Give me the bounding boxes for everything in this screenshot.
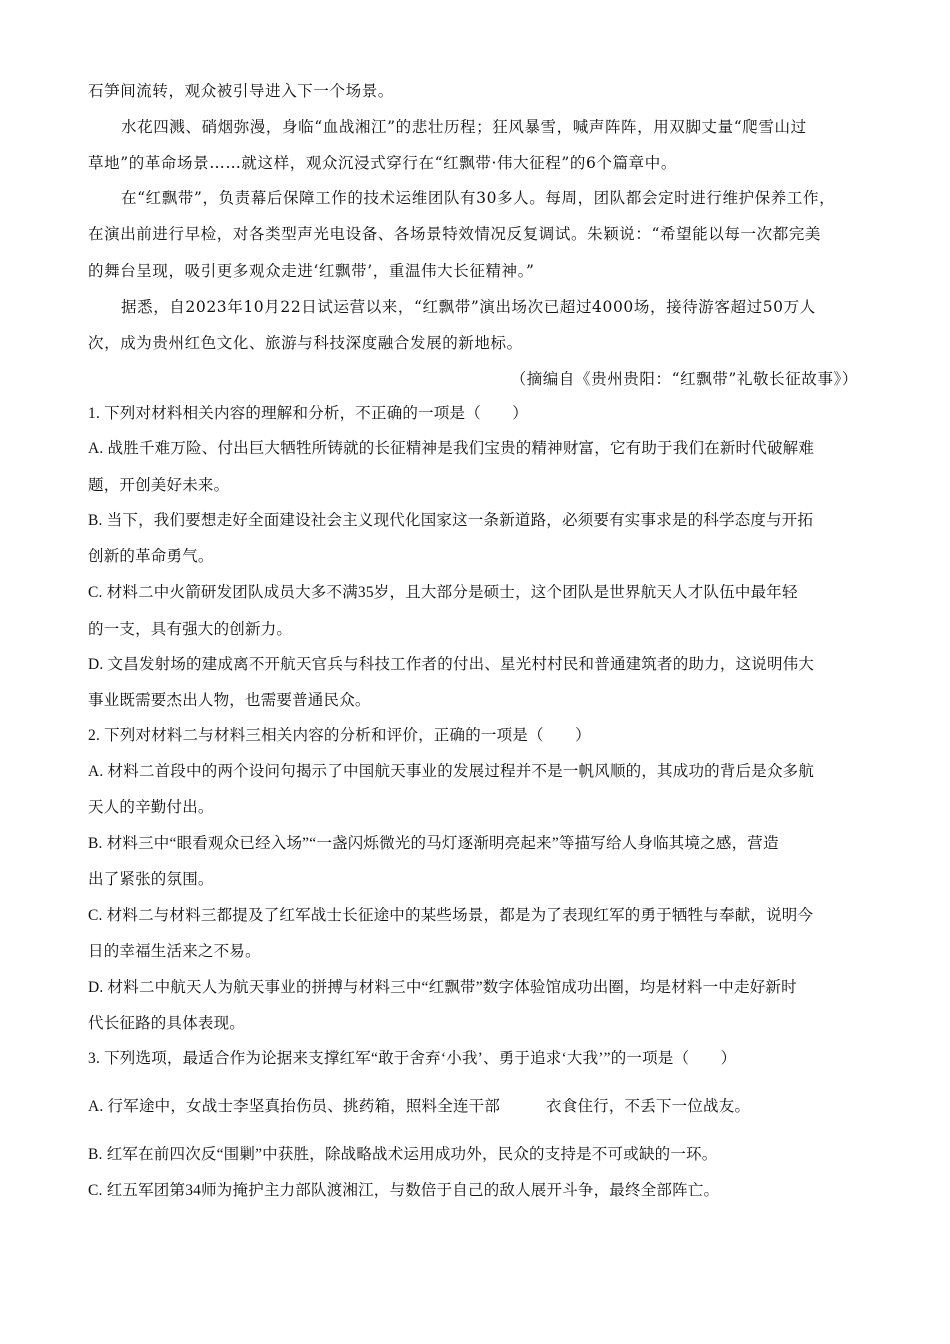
question-1-option-a-cont: 题，开创美好未来。 (88, 477, 230, 494)
question-1-stem: 1. 下列对材料相关内容的理解和分析，不正确的一项是（ ） (88, 405, 529, 422)
question-3-option-a (88, 1096, 868, 1118)
question-2-option-d-cont: 代长征路的具体表现。 (88, 1015, 246, 1032)
question-1-option-d-cont: 事业既需要杰出人物，也需要普通民众。 (88, 692, 371, 709)
question-2-stem: 2. 下列对材料二与材料三相关内容的分析和评价，正确的一项是（ ） (88, 727, 591, 744)
passage-line: 次，成为贵州红色文化、旅游与科技深度融合发展的新地标。 (88, 334, 523, 352)
question-1-option-c: C. 材料二中火箭研发团队成员大多不满35岁，且大部分是硕士，这个团队是世界航天人才队伍中最年轻 (88, 584, 798, 601)
question-1-option-b-cont: 创新的革命勇气。 (88, 548, 214, 565)
question-2-option-c: C. 材料二与材料三都提及了红军战士长征途中的某些场景，都是为了表现红军的勇于牺牲与奉献，说明今 (88, 907, 814, 924)
question-3-option-a-part1: A. 行军途中，女战士李坚真抬伤员、挑药箱，照料全连干部 (88, 1098, 501, 1115)
question-3-option-a-part2: 衣食住行，不丢下一位战友。 (546, 1098, 751, 1115)
question-3-option-b: B. 红军在前四次反“围剿”中获胜，除战略战术运用成功外，民众的支持是不可或缺的一环。 (88, 1146, 718, 1163)
passage-line: 在“红飘带”，负责幕后保障工作的技术运维团队有30多人。每周，团队都会定时进行维护保养工作， (121, 189, 836, 207)
question-2-option-b-cont: 出了紧张的氛围。 (88, 871, 214, 888)
question-1-option-d: D. 文昌发射场的建成离不开航天官兵与科技工作者的付出、星光村村民和普通建筑者的助力，这说明伟大 (88, 656, 815, 673)
passage-line: 石笋间流转，观众被引导进入下一个场景。 (88, 82, 394, 100)
question-2-option-d: D. 材料二中航天人为航天事业的拼搏与材料三中“红飘带”数字体验馆成功出圈，均是材料一中走好新时 (88, 979, 797, 996)
question-2-option-b: B. 材料三中“眼看观众已经入场”“一盏闪烁微光的马灯逐渐明亮起来”等描写给人身临其境之感，营造 (88, 835, 779, 852)
question-2-option-a: A. 材料二首段中的两个设问句揭示了中国航天事业的发展过程并不是一帆风顺的，其成功的背后是众多航 (88, 763, 815, 780)
passage-line: 的舞台呈现，吸引更多观众走进‘红飘带’，重温伟大长征精神。” (88, 262, 535, 280)
question-1-option-b: B. 当下，我们要想走好全面建设社会主义现代化国家这一条新道路，必须要有实事求是的科学态度与开拓 (88, 512, 814, 529)
passage-line: 在演出前进行早检，对各类型声光电设备、各场景特效情况反复调试。朱颖说：“希望能以每一次都完美 (88, 225, 822, 243)
passage-line: 据悉，自2023年10月22日试运营以来，“红飘带”演出场次已超过4000场，接待游客超过50万人 (121, 298, 816, 316)
passage-line: 水花四溅、硝烟弥漫，身临“血战湘江”的悲壮历程；狂风暴雪，喊声阵阵，用双脚丈量“爬雪山过 (121, 118, 807, 136)
question-2-option-c-cont: 日的幸福生活来之不易。 (88, 943, 261, 960)
question-1-option-c-cont: 的一支，具有强大的创新力。 (88, 621, 293, 638)
question-1-option-a: A. 战胜千难万险、付出巨大牺牲所铸就的长征精神是我们宝贵的精神财富，它有助于我们在新时代破解难 (88, 440, 815, 457)
question-3-stem: 3. 下列选项，最适合作为论据来支撑红军“敢于舍弃‘小我’、勇于追求‘大我’”的一项是（ ） (88, 1050, 737, 1067)
passage-line: 草地”的革命场景……就这样，观众沉浸式穿行在“红飘带·伟大征程”的6个篇章中。 (88, 154, 677, 172)
source-citation: （摘编自《贵州贵阳：“红飘带”礼敬长征故事》） (510, 370, 858, 388)
question-3-option-c: C. 红五军团第34师为掩护主力部队渡湘江，与数倍于自己的敌人展开斗争，最终全部阵亡。 (88, 1182, 720, 1199)
question-2-option-a-cont: 天人的辛勤付出。 (88, 799, 214, 816)
